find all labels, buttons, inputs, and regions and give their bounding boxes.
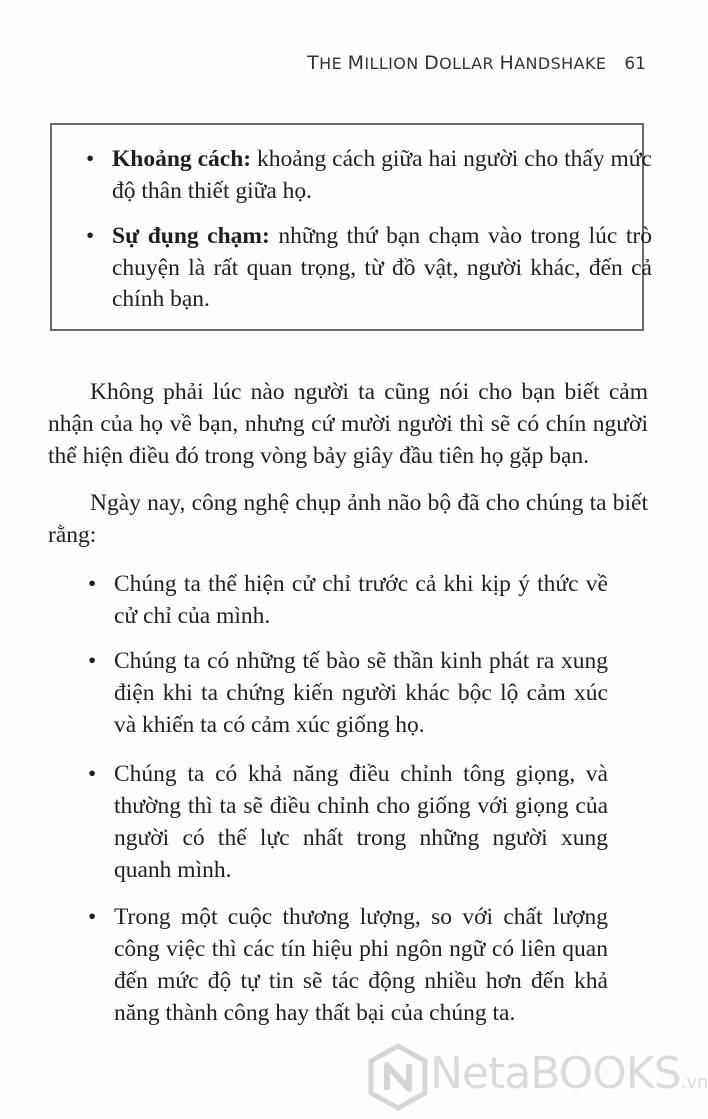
- watermark-logo: [368, 1042, 708, 1114]
- term-label: Khoảng cách:: [112, 146, 252, 172]
- callout-box: [50, 123, 652, 331]
- term-definition: khoảng cách giữa hai người cho thấy mức độ thân thiết giữa họ.: [112, 146, 652, 204]
- running-header: [0, 52, 646, 82]
- watermark-text: NetaBOOKS.vn: [430, 1048, 708, 1099]
- list-item: • Chúng ta có những tế bào sẽ thần kinh phát ra xung điện khi ta chứng kiến người khác bộc lộ cảm xúc và khiến ta có cảm xúc giống họ.: [88, 648, 608, 738]
- book-title: THE MILLION DOLLAR HANDSHAKE: [307, 52, 607, 74]
- term-label: Sự đụng chạm:: [112, 223, 270, 249]
- term-definition: những thứ bạn chạm vào trong lúc trò chuyện là rất quan trọng, từ đồ vật, người khác, đến cả chính bạn.: [112, 223, 652, 312]
- body-paragraph: Ngày nay, công nghệ chụp ảnh não bộ đã cho chúng ta biết rằng:: [48, 490, 648, 548]
- list-item: • Chúng ta thể hiện cử chỉ trước cả khi kịp ý thức về cử chỉ của mình.: [88, 571, 608, 629]
- box-bullet-item: • Khoảng cách: khoảng cách giữa hai người cho thấy mức độ thân thiết giữa họ.: [86, 146, 652, 204]
- list-item: • Chúng ta có khả năng điều chỉnh tông giọng, và thường thì ta sẽ điều chỉnh cho giống với giọng của người có thế lực nhất trong những người xung quanh mình.: [88, 761, 608, 883]
- body-paragraph: Không phải lúc nào người ta cũng nói cho bạn biết cảm nhận của họ về bạn, nhưng cứ mười người thì sẽ có chín người thể hiện điều đó trong vòng bảy giây đầu tiên họ gặp bạn.: [48, 379, 648, 469]
- box-bullet-item: • Sự đụng chạm: những thứ bạn chạm vào trong lúc trò chuyện là rất quan trọng, từ đồ vật, người khác, đến cả chính bạn.: [86, 223, 652, 312]
- list-item: • Trong một cuộc thương lượng, so với chất lượng công việc thì các tín hiệu phi ngôn ngữ có liên quan đến mức độ tự tin sẽ tác động nhiều hơn đến khả năng thành công hay thất bại của chúng ta.: [88, 904, 608, 1026]
- page-number: 61: [624, 54, 646, 74]
- netabooks-logo-icon: [368, 1044, 428, 1110]
